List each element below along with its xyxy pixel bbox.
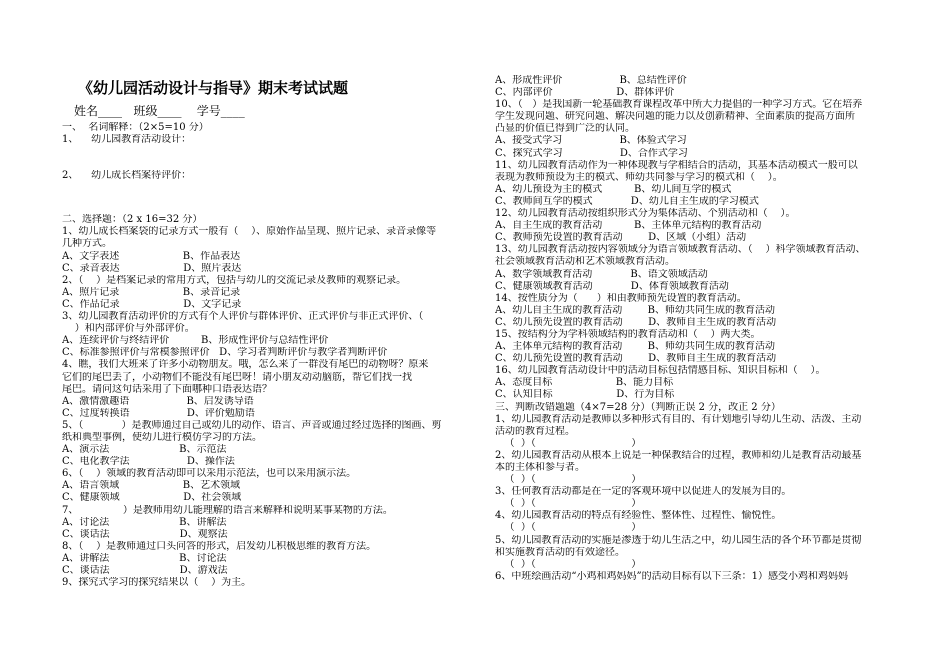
text-line: C、谈话法 D、观察法 bbox=[62, 528, 228, 540]
text-line: 社会领域教育活动和艺术领域教育活动。 bbox=[495, 256, 675, 268]
text-line: A、主体单元结构的教育活动 B、师幼共同生成的教育活动 bbox=[495, 341, 775, 353]
text-line: C、内部评价 D、群体评价 bbox=[495, 87, 675, 99]
text-line: A、文字表述 B、作品表达 bbox=[62, 250, 241, 262]
text-line: 9、探究式学习的探究结果以（ ）为主。 bbox=[62, 577, 252, 589]
text-line: 12、幼儿园教育活动按组织形式分为集体活动、个别活动和（ ）。 bbox=[495, 208, 796, 220]
text-line: 2、（ ）是档案记录的常用方式，包括与幼儿的交流记录及教师的观察记录。 bbox=[62, 274, 407, 286]
text-line: C、标准参照评价与常模参照评价 D、学习者判断评价与教学者判断评价 bbox=[62, 347, 388, 359]
text-line: 它们的尾巴丢了，小动物们不能没有尾巴呀！请小朋友动动脑筋，帮它们找一找 bbox=[62, 371, 412, 383]
text-line: 表现为教师预设为主的模式、师幼共同参与学习的模式和（ ）。 bbox=[495, 171, 783, 183]
text-line: ）和内部评价与外部评价。 bbox=[62, 323, 195, 335]
text-line: 3、幼儿园教育活动评价的方式有个人评价与群体评价、正式评价与非正式评价、（ bbox=[62, 311, 424, 323]
text-line: （ ）（ ） bbox=[495, 474, 642, 486]
text-line: 3、任何教育活动都是在一定的客观环境中以促进人的发展为目的。 bbox=[495, 486, 792, 498]
text-line: 13、幼儿园教育活动按内容领域分为语言领域教育活动、（ ）科学领域教育活动、 bbox=[495, 244, 866, 256]
text-line: 二、选择题：（2 x 16=32 分） bbox=[62, 214, 203, 226]
text-line: A、幼儿预设为主的模式 B、幼儿间互学的模式 bbox=[495, 183, 732, 195]
text-line: （ ）（ ） bbox=[495, 498, 642, 510]
section-choice-and-judgement bbox=[495, 75, 895, 583]
text-line: 11、幼儿园教育活动作为一种体现教与学相结合的活动，其基本活动模式一般可以 bbox=[495, 159, 858, 171]
text-line: C、教师预先设置的教育活动 D、区域（小组）活动 bbox=[495, 232, 747, 244]
text-line: 14、按性质分为（ ）和由教师预先设置的教育活动。 bbox=[495, 292, 747, 304]
text-line: 10、（ ）是我国新一轮基础教育课程改革中所大力提倡的一种学习方式。它在培养 bbox=[495, 99, 863, 111]
text-line: A、讲解法 B、讨论法 bbox=[62, 552, 227, 564]
text-line: 本的主体和参与者。 bbox=[495, 462, 585, 473]
text-line: A、演示法 B、示范法 bbox=[62, 444, 227, 456]
text-line: A、语言领域 B、艺术领域 bbox=[62, 480, 241, 492]
definition-item-2 bbox=[62, 170, 462, 182]
text-line: C、幼儿预先设置的教育活动 D、教师自主生成的教育活动 bbox=[495, 316, 777, 328]
text-line: 三、判断改错题题（4×7=28 分）（判断正误 2 分，改正 2 分） bbox=[495, 401, 781, 413]
text-line: 6、中班绘画活动“小鸡和鸡妈妈”的活动目标有以下三条：1）感受小鸡和鸡妈妈 bbox=[495, 570, 848, 582]
section-multiple-choice bbox=[62, 214, 462, 589]
text-line: C、录音表达 D、照片表达 bbox=[62, 262, 242, 274]
text-line: C、谈话法 D、游戏法 bbox=[62, 565, 228, 576]
section-definitions bbox=[62, 122, 462, 146]
text-line: 5、（ ）是教师通过自己或幼儿的动作、语言、声音或通过经过选择的图画、剪 bbox=[62, 419, 442, 431]
text-line: 4、幼儿园教育活动的特点有经验性、整体性、过程性、愉悦性。 bbox=[495, 510, 782, 522]
page-title: 《幼儿园活动设计与指导》期末考试试题 bbox=[78, 79, 349, 97]
text-line: C、幼儿预先设置的教育活动 D、教师自主生成的教育活动 bbox=[495, 353, 777, 365]
text-line: 2、幼儿园教育活动从根本上说是一种保教结合的过程，教师和幼儿是教育活动最基 bbox=[495, 449, 862, 461]
text-line: A、数学领域教育活动 B、语文领域活动 bbox=[495, 268, 708, 280]
text-line: C、教师间互学的模式 D、幼儿自主生成的学习模式 bbox=[495, 195, 759, 207]
text-line: 纸和典型事例，使幼儿进行模仿学习的方法。 bbox=[62, 431, 262, 443]
text-line: A、幼儿自主生成的教育活动 B、师幼共同生成的教育活动 bbox=[495, 304, 775, 316]
text-line: 16、幼儿园教育活动设计中的活动目标包括情感目标、知识目标和（ ）。 bbox=[495, 365, 826, 377]
text-line: 1、 幼儿园教育活动设计： bbox=[62, 134, 192, 146]
text-line: 1、幼儿成长档案袋的记录方式一般有（ ）、原始作品呈现、照片记录、录音录像等 bbox=[62, 226, 437, 238]
text-line: 15、按结构分为学科领域结构的教育活动和（ ）两大类。 bbox=[495, 328, 761, 340]
text-line: （ ）（ ） bbox=[495, 522, 642, 534]
text-line: C、电化教学法 D、操作法 bbox=[62, 456, 235, 468]
text-line: 几种方式。 bbox=[62, 238, 112, 250]
text-line: 1、幼儿园教育活动是教师以多种形式有目的、有计划地引导幼儿生动、活泼、主动 bbox=[495, 413, 862, 425]
text-line: C、健康领域 D、社会领域 bbox=[62, 492, 242, 504]
text-line: A、接受式学习 B、体验式学习 bbox=[495, 135, 687, 147]
right-column bbox=[495, 75, 895, 583]
text-line: A、连续评价与终结评价 B、形成性评价与总结性评价 bbox=[62, 335, 329, 347]
text-line: 和实施教育活动的有效途径。 bbox=[495, 546, 625, 558]
text-line: 活动的教育过程。 bbox=[495, 425, 575, 437]
text-line: C、健康领域教育活动 D、体育领域教育活动 bbox=[495, 280, 729, 292]
text-line: 7、 ）是教师用幼儿能理解的语言来解释和说明某事某物的方法。 bbox=[62, 504, 393, 516]
text-line: 6、（ ）领域的教育活动即可以采用示范法，也可以采用演示法。 bbox=[62, 468, 357, 480]
text-line: A、态度目标 B、能力目标 bbox=[495, 377, 674, 389]
text-line: 5、幼儿园教育活动的实施是渗透于幼儿生活之中，幼儿园生活的各个环节都是贯彻 bbox=[495, 534, 862, 546]
text-line: 8、（ ）是教师通过口头问答的形式，启发幼儿积极思维的教育方法。 bbox=[62, 540, 377, 552]
text-line: 4、瞧，我们大班来了许多小动物朋友。哦，怎么来了一群没有尾巴的动物呀？原来 bbox=[62, 359, 429, 371]
text-line: A、照片记录 B、录音记录 bbox=[62, 286, 241, 298]
text-line: A、自主生成的教育活动 B、主体单元结构的教育活动 bbox=[495, 220, 762, 232]
text-line: C、探究式学习 D、合作式学习 bbox=[495, 147, 688, 159]
text-line: A、激情激趣语 B、启发诱导语 bbox=[62, 395, 254, 407]
student-info-line: 姓名____ 班级____ 学号____ bbox=[74, 104, 245, 118]
text-line: 一、 名词解释：（2×5=10 分） bbox=[62, 122, 209, 133]
left-column bbox=[62, 122, 462, 589]
text-line: C、作品记录 D、文字记录 bbox=[62, 298, 242, 310]
text-line: C、认知目标 D、行为目标 bbox=[495, 389, 675, 401]
text-line: 学生发现问题、研究问题、解决问题的能力以及创新精神、全面素质的提高方面所 bbox=[495, 111, 855, 123]
text-line: A、形成性评价 B、总结性评价 bbox=[495, 75, 687, 86]
text-line: 凸显的价值已得到广泛的认同。 bbox=[495, 123, 635, 135]
text-line: 尾巴。请问这句话采用了下面哪种口语表达语？ bbox=[62, 383, 272, 395]
text-line: A、讨论法 B、讲解法 bbox=[62, 516, 227, 528]
text-line: （ ）（ ） bbox=[495, 558, 642, 570]
text-line: 2、 幼儿成长档案待评价： bbox=[62, 170, 192, 182]
text-line: C、过度转换语 D、评价勉励语 bbox=[62, 407, 255, 419]
text-line: （ ）（ ） bbox=[495, 437, 642, 449]
